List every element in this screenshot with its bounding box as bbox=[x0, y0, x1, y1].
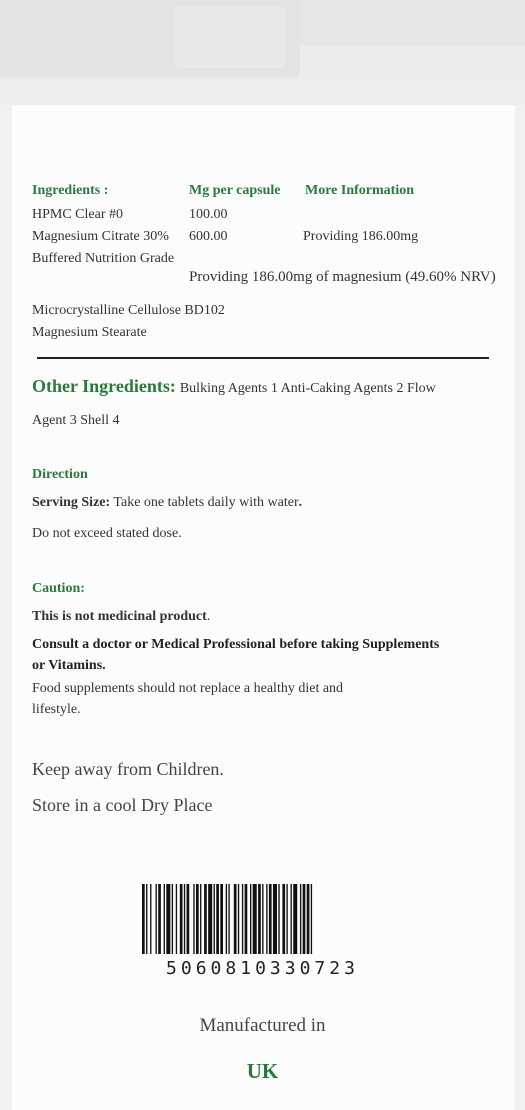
ingredient-name: HPMC Clear #0 bbox=[32, 207, 123, 222]
keep-away-children: Keep away from Children. bbox=[32, 759, 224, 779]
store-cool-dry: Store in a cool Dry Place bbox=[32, 795, 213, 815]
caution-title: Caution: bbox=[32, 581, 85, 596]
barcode-bar bbox=[150, 884, 151, 954]
barcode-bar bbox=[176, 884, 177, 954]
serving-size-text: Take one tablets daily with water bbox=[113, 495, 299, 510]
barcode-bar bbox=[282, 884, 285, 954]
seal-notch bbox=[300, 0, 525, 45]
not-medicinal-text: This is not medicinal product bbox=[32, 609, 207, 624]
barcode-bar bbox=[172, 884, 173, 954]
barcode-bar bbox=[158, 884, 161, 954]
barcode-bar bbox=[226, 884, 227, 954]
barcode-bar bbox=[303, 884, 306, 954]
food-supplement-note-continued: lifestyle. bbox=[32, 702, 81, 717]
barcode-bars bbox=[142, 884, 312, 954]
ingredient-more-info: Providing 186.00mg bbox=[303, 229, 419, 244]
dose-warning: Do not exceed stated dose. bbox=[32, 526, 182, 541]
ingredient-mg: 600.00 bbox=[189, 229, 228, 244]
other-ingredients-text-continued: Agent 3 Shell 4 bbox=[32, 413, 120, 428]
barcode-bar bbox=[200, 884, 201, 954]
magnesium-providing-note: Providing 186.00mg of magnesium (49.60% NRV) bbox=[189, 269, 496, 285]
ingredient-extra: Magnesium Stearate bbox=[32, 325, 147, 340]
barcode-bar bbox=[242, 884, 243, 954]
barcode-bar bbox=[258, 884, 261, 954]
barcode-bar bbox=[214, 884, 215, 954]
ingredient-extra: Microcrystalline Cellulose BD102 bbox=[32, 303, 225, 318]
caution-line bbox=[32, 609, 210, 625]
manufactured-in: Manufactured in bbox=[199, 1015, 326, 1036]
food-supplement-note: Food supplements should not replace a healthy diet and bbox=[32, 681, 344, 696]
barcode-bar bbox=[216, 884, 219, 954]
barcode-bar bbox=[278, 884, 279, 954]
country-of-origin: UK bbox=[246, 1059, 279, 1083]
ingredient-name: Buffered Nutrition Grade bbox=[32, 251, 175, 266]
consult-doctor-line: Consult a doctor or Medical Professional before taking Supplements bbox=[32, 637, 440, 652]
barcode-bar bbox=[291, 884, 292, 954]
package-seal bbox=[0, 0, 525, 105]
barcode-bar bbox=[184, 884, 185, 954]
barcode-bar bbox=[269, 884, 272, 954]
barcode-bar bbox=[166, 884, 170, 954]
not-medicinal-period: . bbox=[206, 609, 211, 624]
barcode-bar bbox=[187, 884, 190, 954]
ingredient-mg: 100.00 bbox=[189, 207, 228, 222]
barcode-bar bbox=[228, 884, 229, 954]
barcode-bar bbox=[146, 884, 147, 954]
barcode-bar bbox=[234, 884, 237, 954]
consult-doctor-line-continued: or Vitamins. bbox=[32, 658, 106, 673]
barcode-bar bbox=[311, 884, 312, 954]
hang-slot bbox=[175, 6, 285, 68]
barcode-bar bbox=[208, 884, 212, 954]
barcode-bar bbox=[196, 884, 199, 954]
more-information-header: More Information bbox=[305, 183, 414, 198]
barcode-bar bbox=[142, 884, 145, 954]
other-ingredients-line bbox=[32, 376, 436, 397]
barcode-bar bbox=[164, 884, 165, 954]
barcode-bar bbox=[262, 884, 263, 954]
barcode-bar bbox=[156, 884, 157, 954]
serving-size-period: . bbox=[298, 495, 303, 510]
ingredient-name: Magnesium Citrate 30% bbox=[32, 229, 169, 244]
barcode-bar bbox=[193, 884, 194, 954]
other-ingredients-label: Other Ingredients: bbox=[32, 376, 176, 396]
barcode bbox=[140, 884, 385, 976]
barcode-bar bbox=[300, 884, 301, 954]
barcode-bar bbox=[253, 884, 257, 954]
mg-per-capsule-header: Mg per capsule bbox=[189, 183, 281, 198]
barcode-bar bbox=[266, 884, 267, 954]
barcode-number: 5060810330723 bbox=[166, 958, 359, 976]
barcode-bar bbox=[273, 884, 277, 954]
barcode-bar bbox=[220, 884, 223, 954]
barcode-bar bbox=[180, 884, 183, 954]
other-ingredients-text: Bulking Agents 1 Anti-Caking Agents 2 Flow bbox=[179, 381, 436, 396]
barcode-bar bbox=[204, 884, 207, 954]
divider-line bbox=[37, 357, 489, 359]
serving-size-line bbox=[32, 495, 302, 511]
barcode-bar bbox=[245, 884, 248, 954]
barcode-bar bbox=[293, 884, 297, 954]
barcode-bar bbox=[238, 884, 239, 954]
ingredients-header: Ingredients : bbox=[32, 183, 109, 198]
direction-title: Direction bbox=[32, 467, 88, 482]
barcode-bar bbox=[307, 884, 310, 954]
barcode-bar bbox=[286, 884, 287, 954]
barcode-bar bbox=[250, 884, 251, 954]
serving-size-label: Serving Size: bbox=[32, 495, 111, 510]
